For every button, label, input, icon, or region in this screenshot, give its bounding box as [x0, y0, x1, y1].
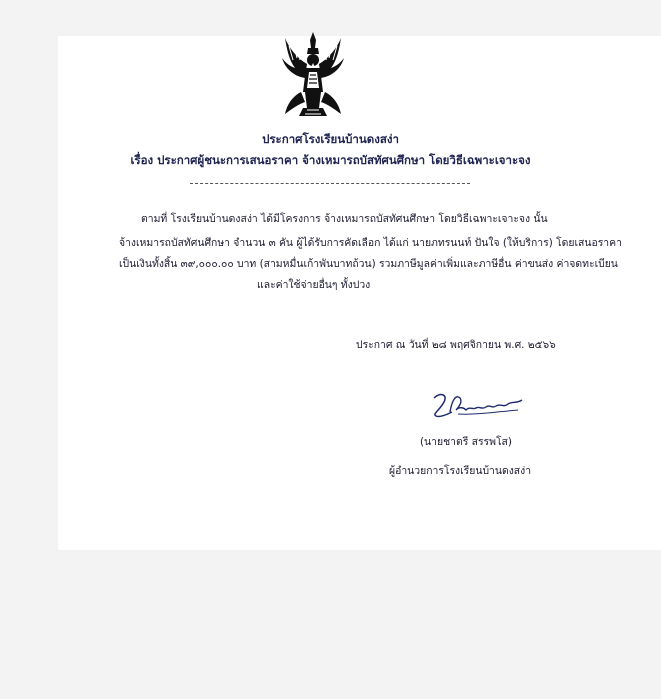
body-line-1: ตามที่ โรงเรียนบ้านดงสง่า ได้มีโครงการ จ้างเหมารถบัสทัศนศึกษา โดยวิธีเฉพาะเจาะจง นั้น	[141, 213, 548, 225]
body-line-3: เป็นเงินทั้งสิ้น ๓๙,๐๐๐.๐๐ บาท (สามหมื่นเก้าพันบาทถ้วน) รวมภาษีมูลค่าเพิ่มและภาษีอื่น ค่าขนส่ง ค่าจดทะเบียน	[119, 258, 618, 270]
document-page	[58, 36, 661, 550]
announcement-subject: เรื่อง ประกาศผู้ชนะการเสนอราคา จ้างเหมารถบัสทัศนศึกษา โดยวิธีเฉพาะเจาะจง	[130, 153, 531, 167]
announcement-heading: ประกาศโรงเรียนบ้านดงสง่า	[262, 132, 399, 146]
announcement-date: ประกาศ ณ วันที่ ๒๘ พฤศจิกายน พ.ศ. ๒๕๖๖	[356, 339, 556, 351]
body-line-2: จ้างเหมารถบัสทัศนศึกษา จำนวน ๓ คัน ผู้ได้รับการคัดเลือก ได้แก่ นายภทรนนท์ ปันใจ (ให้บริการ) โดยเสนอราคา	[119, 237, 622, 249]
garuda-emblem-icon	[279, 30, 347, 122]
signature-image	[426, 390, 538, 422]
signer-name: (นายชาตรี สรรพโส)	[420, 436, 512, 448]
body-line-4: และค่าใช้จ่ายอื่นๆ ทั้งปวง	[257, 279, 371, 291]
divider	[190, 183, 470, 184]
signer-position: ผู้อำนวยการโรงเรียนบ้านดงสง่า	[389, 465, 532, 477]
